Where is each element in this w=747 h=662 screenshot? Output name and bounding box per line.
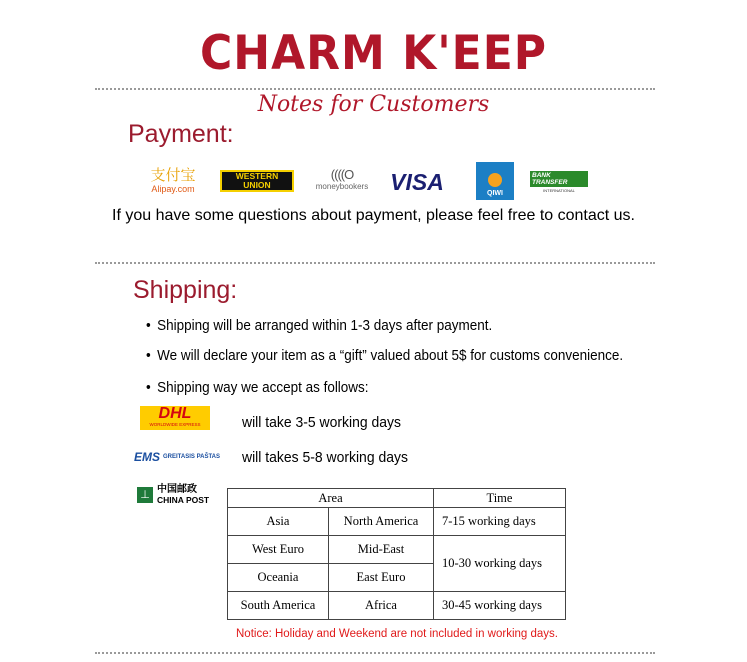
shipping-bullet: • Shipping way we accept as follows: [146,380,369,396]
china-post-icon: ⊥ [137,487,153,503]
table-cell: South America [228,592,329,620]
dhl-duration: will take 3-5 working days [242,414,401,431]
ems-logo: EMS GREITASIS PAŠTAS [134,450,221,464]
shipping-bullet: • Shipping will be arranged within 1-3 days after payment. [146,318,493,334]
table-cell: North America [329,508,434,536]
brand-title: CHARM K'EEP [199,25,548,82]
table-cell: Asia [228,508,329,536]
shipping-time-table [227,488,566,620]
qiwi-circle-icon [488,173,502,187]
table-header-area: Area [228,489,434,508]
shipping-heading: Shipping: [133,276,238,304]
qiwi-logo: QIWI [476,162,514,200]
table-cell: Africa [329,592,434,620]
table-row [228,508,566,536]
table-row [228,592,566,620]
table-cell: 7-15 working days [434,508,566,536]
dotted-divider [95,88,655,90]
table-cell: 10-30 working days [434,536,566,592]
ems-duration: will takes 5-8 working days [242,449,408,466]
table-cell: Mid-East [329,536,434,564]
china-post-logo: ⊥ 中国邮政 CHINA POST [137,484,227,506]
dhl-logo: DHL WORLDWIDE EXPRESS [140,406,210,430]
payment-note: If you have some questions about payment, please feel free to contact us. [112,207,635,224]
shipping-bullet: • We will declare your item as a “gift” valued about 5$ for customs convenience. [146,348,624,364]
dotted-divider [95,262,655,264]
visa-logo: VISA [390,168,444,195]
table-header-time: Time [434,489,566,508]
table-row [228,536,566,564]
western-union-logo: WESTERN UNION [220,170,294,192]
working-days-notice: Notice: Holiday and Weekend are not included in working days. [236,628,558,640]
page-subtitle: Notes for Customers [257,92,490,117]
table-header-row [228,489,566,508]
bank-transfer-logo: BANK TRANSFER INTERNATIONAL [530,174,588,190]
payment-heading: Payment: [128,120,234,148]
alipay-logo: 支付宝 Alipay.com [150,165,196,194]
table-cell: East Euro [329,564,434,592]
table-cell: Oceania [228,564,329,592]
table-cell: 30-45 working days [434,592,566,620]
dotted-divider [95,652,655,654]
table-cell: West Euro [228,536,329,564]
moneybookers-logo: ((((O moneybookers [315,167,369,191]
